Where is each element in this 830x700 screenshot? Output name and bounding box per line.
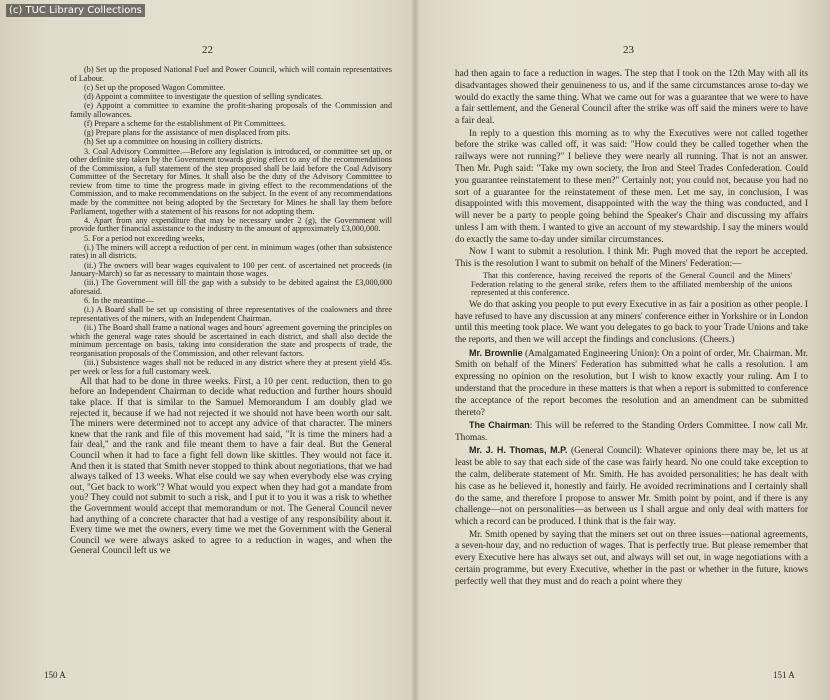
- paragraph: [455, 530, 808, 589]
- left-page: [44, 0, 392, 700]
- paragraph: (h) Set up a committee on housing in colliery districts.: [84, 137, 263, 147]
- speaker-name: The Chairman: [469, 420, 530, 431]
- paragraph: [455, 129, 808, 247]
- paragraph: [455, 348, 808, 420]
- paragraph: [455, 445, 808, 529]
- paragraph-text: That this conference, having received the reports of the General Council and the Miners' Federation relating to the general strike, refers them to the affiliated membership of the unions represented at this conference.: [471, 270, 792, 298]
- paragraph: 3. Coal Advisory Committee.—Before any legislation is introduced, or committee set up, or other definite step taken by the Government towards giving effect to any of the recommendations of the Commission, a full statement of the step proposed shall be laid before the Coal Advisory Committee of the Secretary for Mines. It shall also be the duty of the Advisory Committee to review from time to time the progress made in giving effect to the recommendations of the Commission, and to make recommendations on the subject. In the event of any recommendations made by the committee not being adopted by the Secretary for Mines he shall lay them before Parliament, together with a statement of his reasons for not adopting them.: [70, 146, 392, 216]
- paragraph: (ii.) The owners will bear wages equivalent to 100 per cent. of ascertained net proceeds (in January-March) so far as necessary to maintain those wages.: [70, 260, 392, 279]
- page-number: 23: [623, 44, 634, 56]
- right-page-text: [455, 69, 808, 589]
- paragraph: (iii.) Subsistence wages shall not be reduced in any district where they at present yield 45s. per week or less for a full customary week.: [70, 358, 392, 376]
- speaker-name: Mr. Brownlie: [469, 347, 523, 358]
- paragraph: All that had to be done in three weeks. First, a 10 per cent. reduction, then to go before an Independent Chairman to decide what reduction and further hours should take place. If that is similar to the Samuel Memorandum I am doubly glad we rejected it, because if we had not rejected it we should not have been worth our salt. The miners were determined not to accept any advice of that character. The miners knew that the rank and file of this movement had said, "It is time the miners had a fair deal," and the rank and file meant them to have a fair deal. But the General Council when it had to face a fight fell down like skittles. They would not face it. And then it is stated that Smith never stopped to think about negotiations, that we had always talked of 13 weeks. What else could we say when everybody else was crying out, "Get back to work"? What would you expect when they had got a mandate from you? They could not submit to such a risk, and I put it to you it was a risk to whether the Government would accept that memorandum or not. The General Council never had anything of a concrete character that had a vestige of any responsibility about it. Every time we met the owners, every time we met the Government with the General Council we were always asked to agree to a reduction in wages, and when the General Council left us we: [70, 376, 392, 557]
- page-footer: 151 A: [773, 670, 795, 680]
- page-number: 22: [202, 44, 213, 56]
- paragraph: (ii.) The Board shall frame a national wages and hours' agreement governing the principles on which the general wage rates should be ascertained in each district, and shall also decide the minimum percentage on basis, taking into consideration the state and prospects of trade, the reorganisation proposals of the Commission, and other relevant factors.: [70, 323, 392, 358]
- paragraph: [455, 300, 808, 347]
- paragraph: (g) Prepare plans for the assistance of men displaced from pits.: [84, 128, 291, 138]
- paragraph-text: We do that asking you people to put every Executive in as fair a position as other people. I have refused to have any discussion at any miners' conference either in Yorkshire or in London until this meeting took place. We want you delegates to go back to your Trade Unions and take the reports, and then we will accept the findings and conclusions. (Cheers.): [455, 299, 808, 346]
- speaker-name: Mr. J. H. Thomas, M.P.: [469, 445, 568, 456]
- copyright-caption: (c) TUC Library Collections: [6, 4, 145, 17]
- paragraph-text: Mr. Smith opened by saying that the miners set out on three issues—national agreements, a seven-hour day, and no reduction of wages. That is perfectly true. But please remember that every Executive here has always set out, and always will set out, in wage negotiations with a certain programme, but every Executive, whether in the past or whether in the future, knows perfectly well that they must and do reach a point where they: [455, 529, 808, 587]
- paragraph-text: : This will be referred to the Standing Orders Committee. I now call Mr. Thomas.: [455, 421, 808, 443]
- paragraph: 5. For a period not exceeding weeks,: [84, 233, 205, 243]
- paragraph: [455, 247, 808, 271]
- paragraph-text: In reply to a question this morning as to why the Executives were not called together before the strike was called off, it was said: "How could they be called together when the railways were not running?" I believe they were nearly all running. That is not an answer. Then Mr. Pugh said: "Take my own society, the Iron and Steel Trades Confederation. Could you guarantee reinstatement to these men?" Certainly not; you could not, because you had no sort of a guarantee for the reinstatement of these men. Let me say, in conclusion, I was disappointed with this movement, disappointed with the way the thing was conducted, and I will never be a party to people going behind the Speaker's Chair and discussing my affairs unless I am with them. I wanted to give an account of my stewardship. I say the miners would do exactly the same to-day under similar circumstances.: [455, 128, 808, 245]
- paragraph: (e) Appoint a committee to examine the profit-sharing proposals of the Commission and family allowances.: [70, 101, 392, 119]
- paragraph: (d) Appoint a committee to investigate the question of selling syndicates.: [84, 91, 323, 101]
- page-footer: 150 A: [44, 670, 66, 680]
- left-page-text: [70, 66, 392, 558]
- paragraph: [455, 420, 808, 445]
- paragraph: 6. In the meantime—: [84, 296, 154, 306]
- right-page: [455, 0, 808, 700]
- resolution-quote: [471, 272, 792, 298]
- paragraph-text: (Amalgamated Engineering Union): On a point of order, Mr. Chairman. Mr. Smith on behalf of the Miners' Federation has submitted what he calls a resolution. I am expressing no opinion on the resolution, but I wish to know exactly your ruling. Am I to understand that the procedure in these matters is that when a report is submitted to conference the acceptance of the report becomes the resolution and an amendment can be submitted thereto?: [455, 348, 808, 418]
- paragraph: (c) Set up the proposed Wagon Committee.: [84, 82, 226, 92]
- paragraph: 4. Apart from any expenditure that may be necessary under 2 (g), the Government will provide further financial assistance to the industry to the amount of approximately £3,000,000.: [70, 215, 392, 234]
- paragraph-text: had then again to face a reduction in wages. The step that I took on the 12th May with all its disadvantages showed their genuineness to us, and if the same circumstances arose to-day we would do exactly the same thing. What we came out for was a guarantee that we were to have a fair settlement, and the General Council after the strike was off said the miners were to have a fair deal.: [455, 69, 808, 127]
- paragraph: (i.) A Board shall be set up consisting of three representatives of the coalowners and three representatives of the miners, with an Independent Chairman.: [70, 305, 392, 323]
- paragraph: [455, 69, 808, 128]
- paragraph-text: Now I want to submit a resolution. I think Mr. Pugh moved that the report be accepted. This is the resolution I want to submit on behalf of the Miners' Federation:—: [455, 247, 808, 270]
- paragraph: (f) Prepare a scheme for the establishment of Pit Committees.: [84, 118, 286, 128]
- paragraph: (b) Set up the proposed National Fuel and Power Council, which will contain representatives of Labour.: [70, 65, 392, 83]
- paragraph: (iii.) The Government will fill the gap with a subsidy to be debited against the £3,000,000 aforesaid.: [70, 278, 392, 296]
- paragraph-text: (General Council): Whatever opinions there may be, let us at least be able to say that each side of the case was fairly heard. No one could take exception to the calm, deliberate statement of Mr. Smith. He has avoided personalities; he has dealt with his case as he believed it, honestly and fairly. He avoided recriminations and I certainly shall do the same, and therefore I propose to answer Mr. Smith point by point, and if there is any challenge—not on personalities—as between us I shall argue and only deal with matters for which a record can be produced. I think that is the fair way.: [455, 446, 809, 528]
- paragraph: (i.) The miners will accept a reduction of per cent. in minimum wages (other than subsistence rates) in all districts.: [70, 242, 392, 261]
